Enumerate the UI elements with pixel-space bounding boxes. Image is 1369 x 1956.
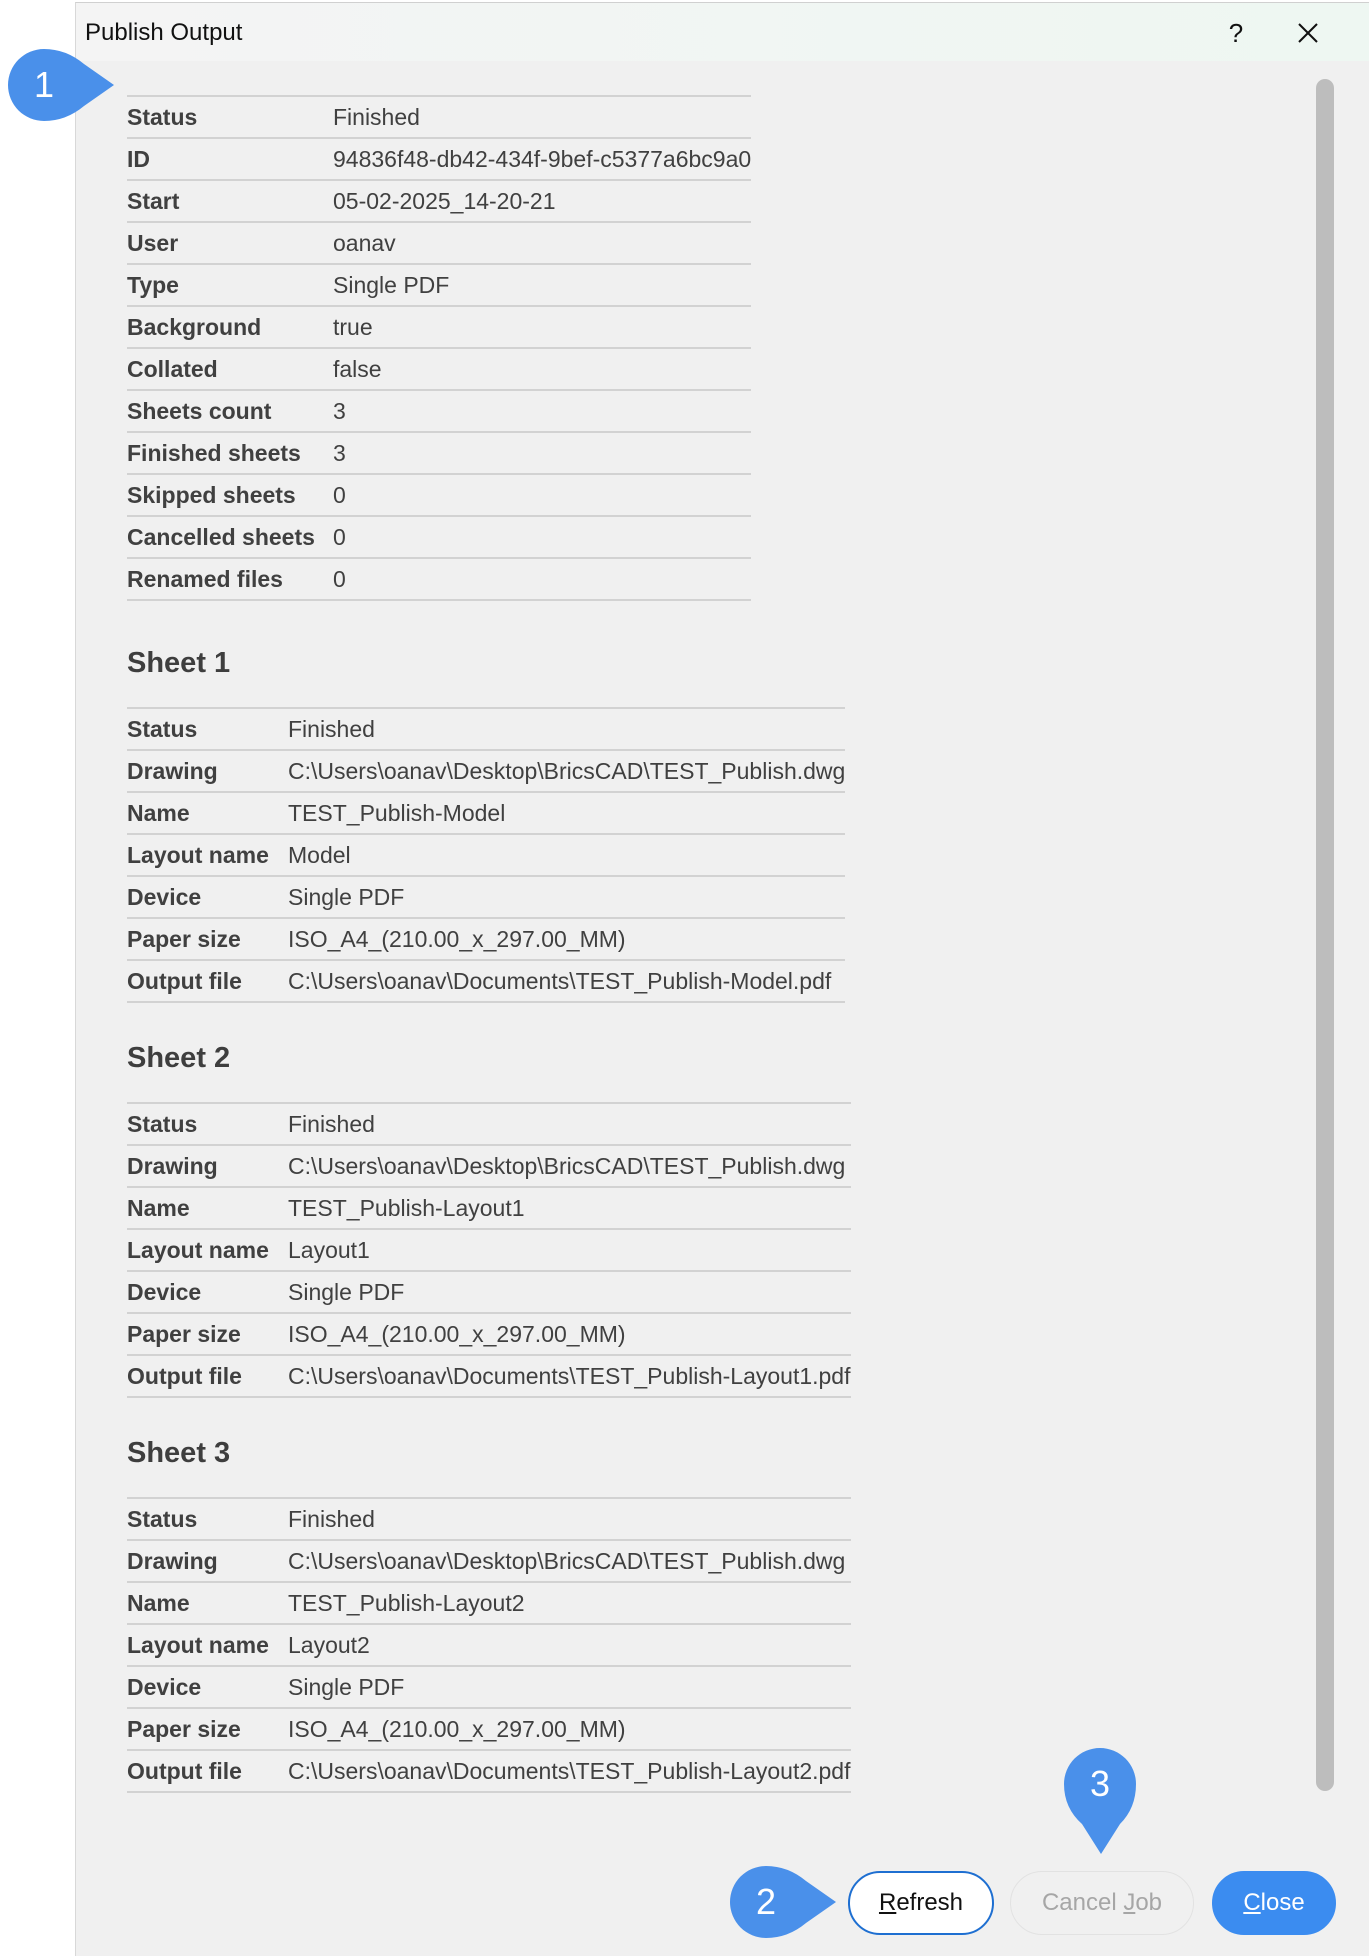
row-label: Status [127, 1103, 288, 1145]
row-value: C:\Users\oanav\Desktop\BricsCAD\TEST_Publish.dwg [288, 1145, 851, 1187]
table-row [127, 792, 845, 834]
close-mnemonic: C [1243, 1889, 1261, 1916]
row-label: Drawing [127, 1145, 288, 1187]
refresh-label-rest: efresh [896, 1889, 964, 1916]
table-row [127, 474, 751, 516]
sheet-heading: Sheet 1 [127, 647, 231, 679]
row-value: Finished [288, 1498, 851, 1540]
table-row [127, 1498, 851, 1540]
title-bar [76, 3, 1369, 61]
row-label: Layout name [127, 1624, 288, 1666]
help-button[interactable] [1212, 11, 1260, 55]
row-value: 05-02-2025_14-20-21 [333, 180, 751, 222]
table-row [127, 708, 845, 750]
row-value: C:\Users\oanav\Desktop\BricsCAD\TEST_Publish.dwg [288, 750, 845, 792]
publish-output-dialog [75, 2, 1369, 1956]
job-summary-table [127, 95, 751, 601]
row-value: TEST_Publish-Layout1 [288, 1187, 851, 1229]
table-row [127, 876, 845, 918]
sheet-1-table [127, 707, 845, 1003]
window-close-button[interactable] [1284, 11, 1332, 55]
row-value: ISO_A4_(210.00_x_297.00_MM) [288, 918, 845, 960]
row-value: 94836f48-db42-434f-9bef-c5377a6bc9a0 [333, 138, 751, 180]
refresh-button[interactable] [848, 1871, 994, 1935]
table-row [127, 1103, 851, 1145]
table-row [127, 222, 751, 264]
callout-3-marker [1062, 1746, 1140, 1858]
row-label: Output file [127, 960, 288, 1002]
row-value: true [333, 306, 751, 348]
row-value: C:\Users\oanav\Documents\TEST_Publish-Model.pdf [288, 960, 845, 1002]
row-value: 0 [333, 558, 751, 600]
row-value: 3 [333, 390, 751, 432]
cancel-label-rest: ob [1135, 1889, 1163, 1916]
row-label: Layout name [127, 1229, 288, 1271]
table-row [127, 1187, 851, 1229]
table-row [127, 432, 751, 474]
callout-2-number: 2 [755, 1881, 777, 1922]
row-value: Single PDF [288, 1271, 851, 1313]
sheet-heading: Sheet 2 [127, 1042, 231, 1074]
row-label: Device [127, 876, 288, 918]
table-row [127, 1229, 851, 1271]
row-value: Finished [288, 708, 845, 750]
table-row [127, 1666, 851, 1708]
row-label: Drawing [127, 750, 288, 792]
row-label: Paper size [127, 1313, 288, 1355]
row-label: Paper size [127, 1708, 288, 1750]
row-label: Background [127, 306, 333, 348]
sheet-heading: Sheet 3 [127, 1437, 231, 1469]
table-row [127, 1750, 851, 1792]
table-row [127, 1624, 851, 1666]
vertical-scrollbar[interactable] [1316, 79, 1334, 1791]
row-value: Layout2 [288, 1624, 851, 1666]
row-label: Collated [127, 348, 333, 390]
table-row [127, 1355, 851, 1397]
row-value: C:\Users\oanav\Documents\TEST_Publish-Layout2.pdf [288, 1750, 851, 1792]
row-value: Model [288, 834, 845, 876]
row-label: Name [127, 1582, 288, 1624]
row-label: Renamed files [127, 558, 333, 600]
row-value: C:\Users\oanav\Desktop\BricsCAD\TEST_Publish.dwg [288, 1540, 851, 1582]
table-row [127, 960, 845, 1002]
row-value: Layout1 [288, 1229, 851, 1271]
table-row [127, 834, 845, 876]
cancel-mnemonic: J [1123, 1889, 1136, 1916]
cancel-label-before: Cancel [1041, 1889, 1124, 1916]
table-row [127, 918, 845, 960]
row-label: Output file [127, 1355, 288, 1397]
row-label: Drawing [127, 1540, 288, 1582]
row-label: Finished sheets [127, 432, 333, 474]
table-row [127, 264, 751, 306]
table-row [127, 1708, 851, 1750]
row-label: Output file [127, 1750, 288, 1792]
help-label: ? [1228, 17, 1244, 48]
row-label: User [127, 222, 333, 264]
table-row [127, 558, 751, 600]
callout-3-number: 3 [1089, 1763, 1111, 1804]
row-label: Type [127, 264, 333, 306]
sheet-3-table [127, 1497, 851, 1793]
output-content [127, 95, 1127, 1793]
row-label: Status [127, 96, 333, 138]
sheet-2-table [127, 1102, 851, 1398]
row-value: false [333, 348, 751, 390]
row-value: Finished [288, 1103, 851, 1145]
row-label: Skipped sheets [127, 474, 333, 516]
row-label: Layout name [127, 834, 288, 876]
table-row [127, 180, 751, 222]
table-row [127, 1582, 851, 1624]
row-value: ISO_A4_(210.00_x_297.00_MM) [288, 1313, 851, 1355]
row-label: Device [127, 1271, 288, 1313]
table-row [127, 348, 751, 390]
window-title: Publish Output [85, 19, 243, 46]
table-row [127, 750, 845, 792]
row-label: Name [127, 1187, 288, 1229]
row-value: Single PDF [333, 264, 751, 306]
row-label: Sheets count [127, 390, 333, 432]
row-value: 0 [333, 474, 751, 516]
table-row [127, 516, 751, 558]
close-button[interactable] [1212, 1871, 1336, 1935]
row-label: Start [127, 180, 333, 222]
row-value: 3 [333, 432, 751, 474]
table-row [127, 1313, 851, 1355]
row-value: oanav [333, 222, 751, 264]
row-label: Device [127, 1666, 288, 1708]
refresh-mnemonic: R [878, 1889, 897, 1916]
row-label: Status [127, 708, 288, 750]
callout-1-number: 1 [33, 64, 55, 105]
row-label: Paper size [127, 918, 288, 960]
row-value: Finished [333, 96, 751, 138]
table-row [127, 96, 751, 138]
close-icon [1296, 21, 1320, 45]
row-value: Single PDF [288, 1666, 851, 1708]
row-value: Single PDF [288, 876, 845, 918]
row-label: Cancelled sheets [127, 516, 333, 558]
row-value: ISO_A4_(210.00_x_297.00_MM) [288, 1708, 851, 1750]
row-value: C:\Users\oanav\Documents\TEST_Publish-Layout1.pdf [288, 1355, 851, 1397]
callout-2-marker [722, 1864, 840, 1942]
table-row [127, 1145, 851, 1187]
row-value: TEST_Publish-Layout2 [288, 1582, 851, 1624]
row-value: 0 [333, 516, 751, 558]
table-row [127, 1540, 851, 1582]
table-row [127, 390, 751, 432]
row-label: Name [127, 792, 288, 834]
row-label: ID [127, 138, 333, 180]
close-label-rest: lose [1260, 1889, 1305, 1916]
callout-1-marker [0, 47, 118, 125]
row-value: TEST_Publish-Model [288, 792, 845, 834]
table-row [127, 1271, 851, 1313]
row-label: Status [127, 1498, 288, 1540]
cancel-job-button[interactable] [1010, 1871, 1194, 1935]
table-row [127, 306, 751, 348]
table-row [127, 138, 751, 180]
